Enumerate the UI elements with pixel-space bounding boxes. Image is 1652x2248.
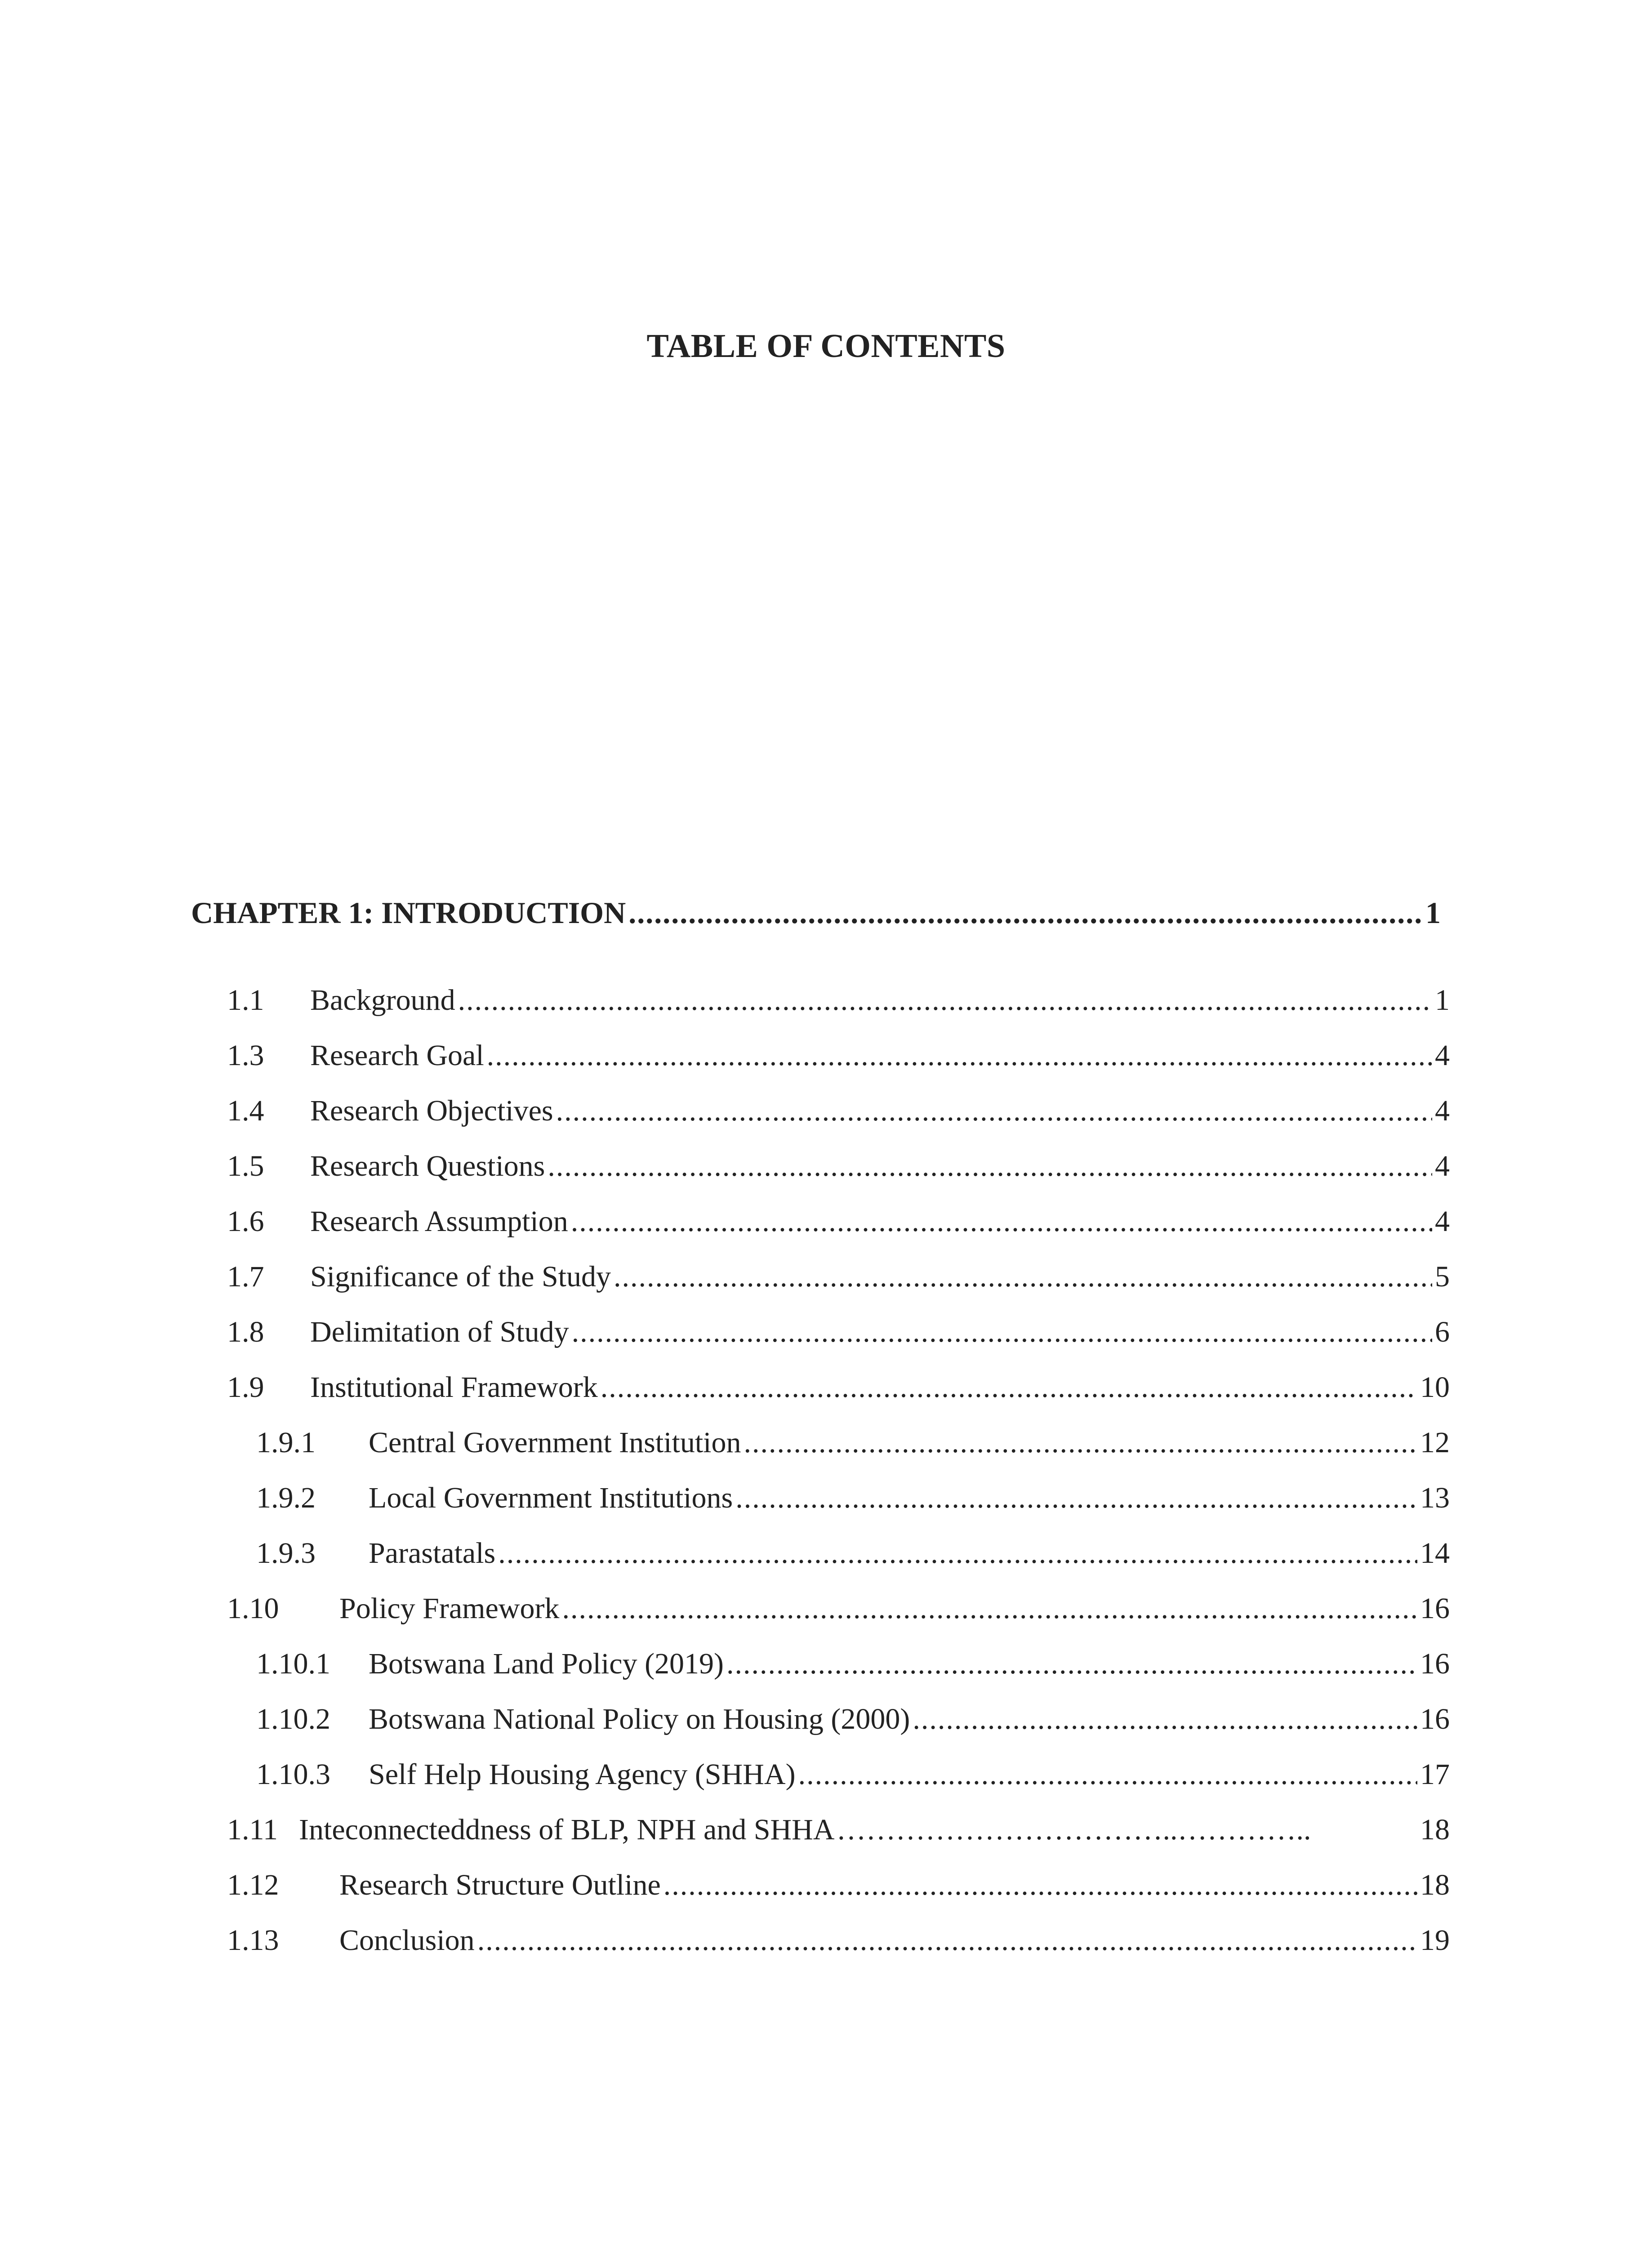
dot-leader — [735, 1476, 1417, 1521]
section-number: 1.7 — [227, 1260, 264, 1293]
dot-leader — [487, 1033, 1432, 1078]
section-number: 1.9.3 — [256, 1537, 316, 1570]
page-number: 17 — [1420, 1758, 1450, 1791]
section-label: Inteconnecteddness of BLP, NPH and SHHA — [299, 1813, 835, 1846]
chapter-label: CHAPTER 1: INTRODUCTION — [191, 896, 626, 930]
dot-leader — [663, 1863, 1417, 1908]
page-number: 16 — [1420, 1703, 1450, 1735]
dot-leader — [477, 1918, 1417, 1963]
section-number: 1.6 — [227, 1205, 264, 1238]
section-number: 1.12 — [227, 1869, 279, 1901]
section-label: Delimitation of Study — [310, 1316, 569, 1348]
toc-subentry[interactable] — [256, 1752, 1450, 1797]
dot-leader — [913, 1697, 1417, 1742]
dot-leader: ……………………………..………….. — [836, 1813, 1311, 1846]
section-label: Research Questions — [310, 1150, 545, 1182]
page-number: 1 — [1425, 896, 1441, 930]
dot-leader — [798, 1752, 1417, 1797]
page-number: 18 — [1420, 1813, 1450, 1846]
section-number: 1.1 — [227, 984, 264, 1017]
section-label: Research Structure Outline — [339, 1869, 661, 1901]
toc-subentry[interactable] — [256, 1420, 1450, 1465]
page-number: 6 — [1435, 1316, 1450, 1348]
dot-leader — [458, 978, 1432, 1023]
section-label: Policy Framework — [339, 1592, 560, 1625]
section-number: 1.9.1 — [256, 1426, 316, 1459]
dot-leader — [726, 1641, 1417, 1686]
toc-chapter-entry[interactable] — [191, 890, 1441, 935]
section-number: 1.10.3 — [256, 1758, 330, 1791]
dot-leader — [572, 1310, 1432, 1355]
dot-leader — [556, 1088, 1432, 1133]
toc-entry[interactable] — [227, 1365, 1450, 1410]
dot-leader — [562, 1586, 1417, 1631]
page-number: 12 — [1420, 1426, 1450, 1459]
section-label: Background — [310, 984, 455, 1017]
toc-entry[interactable] — [227, 1088, 1450, 1133]
page-number: 16 — [1420, 1647, 1450, 1680]
page-number: 18 — [1420, 1869, 1450, 1901]
dot-leader — [628, 890, 1423, 935]
section-label: Central Government Institution — [369, 1426, 741, 1459]
section-number: 1.13 — [227, 1924, 279, 1957]
toc-subentry[interactable] — [256, 1531, 1450, 1576]
section-number: 1.4 — [227, 1094, 264, 1127]
toc-entry[interactable] — [227, 1807, 1450, 1852]
toc-entry[interactable] — [227, 1586, 1450, 1631]
toc-entry[interactable] — [227, 1144, 1450, 1189]
section-label: Local Government Institutions — [369, 1481, 733, 1514]
section-label: Parastatals — [369, 1537, 496, 1570]
page-number: 16 — [1420, 1592, 1450, 1625]
dot-leader — [601, 1365, 1417, 1410]
dot-leader — [614, 1254, 1432, 1299]
toc-entry[interactable] — [227, 978, 1450, 1023]
section-label: Research Assumption — [310, 1205, 568, 1238]
toc-entry[interactable] — [227, 1918, 1450, 1963]
page-number: 4 — [1435, 1094, 1450, 1127]
toc-entry[interactable] — [227, 1254, 1450, 1299]
page-number: 5 — [1435, 1260, 1450, 1293]
section-number: 1.5 — [227, 1150, 264, 1182]
section-number: 1.10 — [227, 1592, 279, 1625]
dot-leader — [498, 1531, 1417, 1576]
page-number: 13 — [1420, 1481, 1450, 1514]
toc-entry[interactable] — [227, 1310, 1450, 1355]
toc-entry[interactable] — [227, 1199, 1450, 1244]
section-label: Research Goal — [310, 1039, 484, 1072]
page-number: 10 — [1420, 1371, 1450, 1404]
page-number: 4 — [1435, 1039, 1450, 1072]
section-label: Self Help Housing Agency (SHHA) — [369, 1758, 796, 1791]
toc-entry[interactable] — [227, 1863, 1450, 1908]
section-number: 1.10.2 — [256, 1703, 330, 1735]
dot-leader — [744, 1420, 1417, 1465]
section-number: 1.8 — [227, 1316, 264, 1348]
page-number: 4 — [1435, 1205, 1450, 1238]
page-number: 1 — [1435, 984, 1450, 1017]
dot-leader — [548, 1144, 1432, 1189]
section-label: Botswana National Policy on Housing (2000) — [369, 1703, 910, 1735]
page-number: 4 — [1435, 1150, 1450, 1182]
page-number: 14 — [1420, 1537, 1450, 1570]
toc-subentry[interactable] — [256, 1641, 1450, 1686]
toc-title: TABLE OF CONTENTS — [646, 328, 1006, 365]
section-number: 1.9.2 — [256, 1481, 316, 1514]
page-number: 19 — [1420, 1924, 1450, 1957]
toc-subentry[interactable] — [256, 1476, 1450, 1521]
section-label: Botswana Land Policy (2019) — [369, 1647, 724, 1680]
section-number: 1.3 — [227, 1039, 264, 1072]
toc-subentry[interactable] — [256, 1697, 1450, 1742]
section-label: Significance of the Study — [310, 1260, 611, 1293]
section-label: Institutional Framework — [310, 1371, 598, 1404]
section-label: Conclusion — [339, 1924, 475, 1957]
section-number: 1.11 — [227, 1813, 278, 1846]
dot-leader — [571, 1199, 1432, 1244]
toc-entry[interactable] — [227, 1033, 1450, 1078]
section-number: 1.10.1 — [256, 1647, 330, 1680]
section-label: Research Objectives — [310, 1094, 553, 1127]
section-number: 1.9 — [227, 1371, 264, 1404]
